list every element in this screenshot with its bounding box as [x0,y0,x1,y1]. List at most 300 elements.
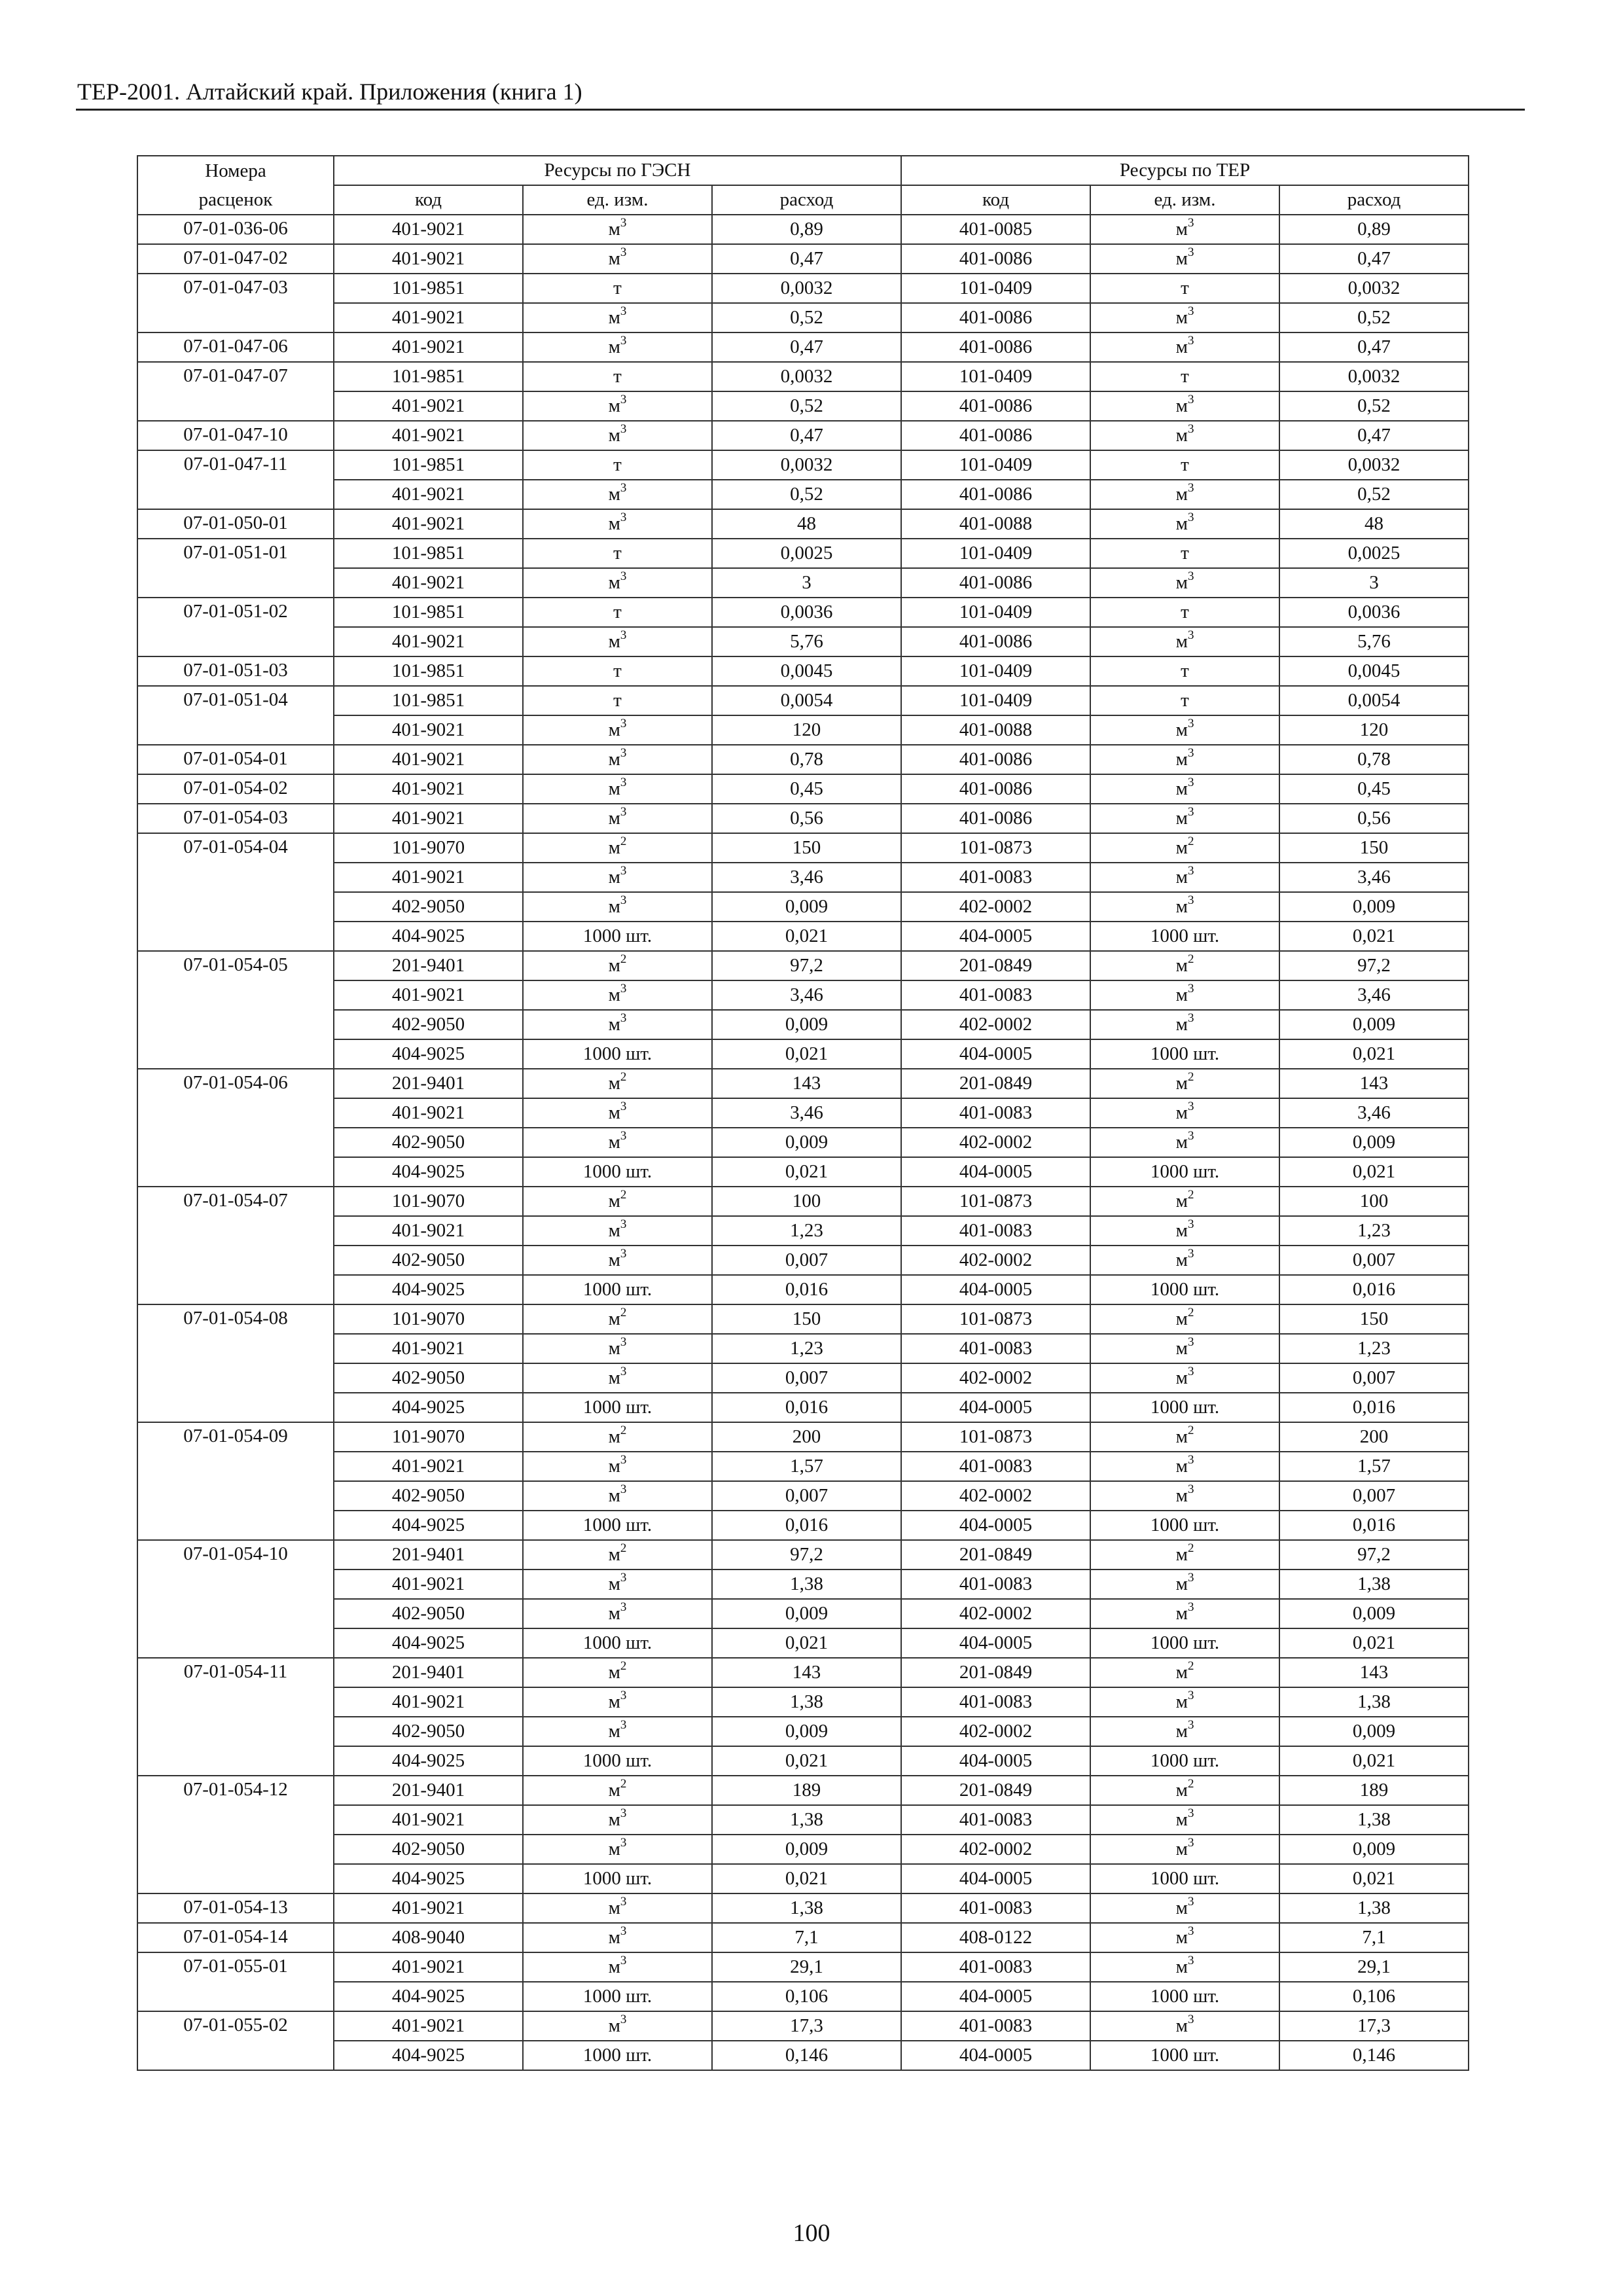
table-header [137,156,1469,215]
gesn-code-cell: 401-9021 [334,421,523,450]
rate-number-cell: 07-01-051-01 [137,539,334,568]
ter-unit-cell: 1000 шт. [1090,922,1279,951]
gesn-amount-cell: 0,47 [712,332,901,362]
table-row [137,1098,1469,1128]
ter-unit-cell: $м^2$ [1090,1658,1279,1687]
gesn-unit-cell: т [523,656,712,686]
ter-unit-cell: 1000 шт. [1090,1275,1279,1304]
ter-amount-cell: 0,47 [1279,244,1469,274]
rate-number-cell-empty [137,1246,334,1275]
ter-amount-cell: 17,3 [1279,2011,1469,2041]
rate-number-cell-empty [137,1363,334,1393]
ter-code-cell: 401-0083 [901,980,1090,1010]
ter-amount-cell: 97,2 [1279,1540,1469,1570]
gesn-unit-cell: т [523,598,712,627]
ter-code-cell: 201-0849 [901,951,1090,980]
rate-number-cell-empty [137,1717,334,1746]
gesn-unit-cell: $м^3$ [523,1334,712,1363]
rate-number-cell-empty [137,1481,334,1511]
ter-code-cell: 401-0083 [901,1952,1090,1982]
ter-code-cell: 401-0083 [901,1216,1090,1246]
ter-unit-cell: $м^2$ [1090,1304,1279,1334]
ter-code-cell: 201-0849 [901,1658,1090,1687]
gesn-amount-cell: 1,38 [712,1570,901,1599]
ter-unit-cell: $м^3$ [1090,568,1279,598]
ter-amount-cell: 0,52 [1279,303,1469,332]
ter-code-cell: 402-0002 [901,1481,1090,1511]
table-row [137,1452,1469,1481]
table-row [137,1334,1469,1363]
gesn-unit-cell: $м^3$ [523,480,712,509]
rate-number-cell: 07-01-054-12 [137,1776,334,1805]
ter-unit-cell: $м^3$ [1090,1010,1279,1039]
rate-number-cell: 07-01-054-04 [137,833,334,863]
gesn-amount-cell: 0,021 [712,1746,901,1776]
gesn-unit-cell: $м^3$ [523,745,712,774]
gesn-unit-cell: $м^3$ [523,980,712,1010]
ter-amount-cell: 143 [1279,1658,1469,1687]
gesn-code-cell: 201-9401 [334,1069,523,1098]
ter-code-cell: 404-0005 [901,1864,1090,1893]
table-row [137,1835,1469,1864]
gesn-amount-cell: 0,009 [712,892,901,922]
gesn-code-cell: 402-9050 [334,1246,523,1275]
gesn-code-cell: 408-9040 [334,1923,523,1952]
ter-code-cell: 101-0873 [901,1187,1090,1216]
ter-code-cell: 404-0005 [901,1982,1090,2011]
ter-amount-cell: 0,007 [1279,1481,1469,1511]
ter-code-cell: 402-0002 [901,892,1090,922]
gesn-amount-cell: 0,0025 [712,539,901,568]
gesn-code-cell: 401-9021 [334,480,523,509]
gesn-unit-cell: 1000 шт. [523,1982,712,2011]
rate-number-cell: 07-01-047-06 [137,332,334,362]
rate-number-cell: 07-01-054-01 [137,745,334,774]
gesn-amount-cell: 0,007 [712,1481,901,1511]
gesn-amount-cell: 100 [712,1187,901,1216]
rate-number-cell-empty [137,1864,334,1893]
gesn-amount-cell: 0,007 [712,1363,901,1393]
gesn-unit-cell: т [523,362,712,391]
ter-code-cell: 401-0083 [901,863,1090,892]
gesn-code-cell: 401-9021 [334,715,523,745]
ter-unit-cell: $м^3$ [1090,804,1279,833]
gesn-amount-cell: 1,23 [712,1216,901,1246]
gesn-unit-cell: $м^3$ [523,1923,712,1952]
gesn-code-cell: 401-9021 [334,568,523,598]
gesn-amount-cell: 1,57 [712,1452,901,1481]
rate-number-cell: 07-01-051-04 [137,686,334,715]
ter-amount-cell: 0,56 [1279,804,1469,833]
rate-number-cell: 07-01-051-03 [137,656,334,686]
gesn-unit-cell: $м^3$ [523,1098,712,1128]
gesn-code-cell: 101-9851 [334,539,523,568]
ter-unit-cell: $м^3$ [1090,480,1279,509]
gesn-amount-cell: 0,0036 [712,598,901,627]
gesn-amount-cell: 0,56 [712,804,901,833]
header-ter-amount: расход [1279,185,1469,215]
rate-number-cell: 07-01-047-07 [137,362,334,391]
gesn-code-cell: 402-9050 [334,1599,523,1628]
gesn-code-cell: 101-9851 [334,598,523,627]
table-row [137,1805,1469,1835]
rate-number-cell-empty [137,1805,334,1835]
table-row [137,2041,1469,2070]
ter-code-cell: 404-0005 [901,922,1090,951]
rate-number-cell-empty [137,391,334,421]
rate-number-cell: 07-01-054-06 [137,1069,334,1098]
gesn-unit-cell: 1000 шт. [523,1275,712,1304]
gesn-unit-cell: $м^3$ [523,1246,712,1275]
ter-amount-cell: 1,57 [1279,1452,1469,1481]
rate-number-cell-empty [137,1275,334,1304]
ter-code-cell: 401-0083 [901,1098,1090,1128]
ter-code-cell: 402-0002 [901,1717,1090,1746]
table-row [137,421,1469,450]
gesn-code-cell: 401-9021 [334,1334,523,1363]
gesn-code-cell: 401-9021 [334,980,523,1010]
ter-amount-cell: 1,23 [1279,1334,1469,1363]
table-row [137,1422,1469,1452]
ter-amount-cell: 0,0032 [1279,450,1469,480]
ter-unit-cell: $м^2$ [1090,1187,1279,1216]
table-row [137,509,1469,539]
ter-amount-cell: 0,78 [1279,745,1469,774]
table-row [137,1687,1469,1717]
gesn-code-cell: 402-9050 [334,1481,523,1511]
rate-number-cell-empty [137,627,334,656]
rate-number-cell-empty [137,863,334,892]
gesn-unit-cell: $м^3$ [523,215,712,244]
ter-code-cell: 402-0002 [901,1128,1090,1157]
ter-amount-cell: 200 [1279,1422,1469,1452]
page-number: 100 [793,2219,830,2247]
ter-unit-cell: $м^3$ [1090,244,1279,274]
header-gesn-amount: расход [712,185,901,215]
gesn-unit-cell: 1000 шт. [523,1157,712,1187]
table-row [137,922,1469,951]
gesn-code-cell: 404-9025 [334,1864,523,1893]
ter-amount-cell: 0,009 [1279,1128,1469,1157]
ter-amount-cell: 0,007 [1279,1363,1469,1393]
gesn-unit-cell: 1000 шт. [523,1393,712,1422]
gesn-amount-cell: 0,021 [712,922,901,951]
gesn-unit-cell: $м^3$ [523,1717,712,1746]
rate-number-cell: 07-01-047-03 [137,274,334,303]
ter-unit-cell: т [1090,274,1279,303]
ter-amount-cell: 0,016 [1279,1511,1469,1540]
ter-amount-cell: 1,38 [1279,1687,1469,1717]
ter-code-cell: 101-0409 [901,450,1090,480]
gesn-amount-cell: 0,009 [712,1010,901,1039]
gesn-unit-cell: т [523,686,712,715]
gesn-amount-cell: 1,38 [712,1687,901,1717]
gesn-amount-cell: 0,52 [712,303,901,332]
rate-number-cell: 07-01-054-08 [137,1304,334,1334]
ter-code-cell: 401-0083 [901,2011,1090,2041]
table-row [137,2011,1469,2041]
gesn-amount-cell: 1,38 [712,1893,901,1923]
ter-amount-cell: 0,45 [1279,774,1469,804]
ter-unit-cell: $м^3$ [1090,1334,1279,1363]
rate-number-cell-empty [137,303,334,332]
gesn-amount-cell: 143 [712,1069,901,1098]
ter-code-cell: 401-0083 [901,1805,1090,1835]
gesn-unit-cell: $м^3$ [523,1687,712,1717]
header-title: ТЕР-2001. Алтайский край. Приложения (книга 1) [77,79,582,105]
gesn-unit-cell: $м^3$ [523,2011,712,2041]
ter-amount-cell: 150 [1279,1304,1469,1334]
rate-number-cell-empty [137,1599,334,1628]
table-row [137,450,1469,480]
ter-amount-cell: 29,1 [1279,1952,1469,1982]
gesn-code-cell: 401-9021 [334,1570,523,1599]
gesn-unit-cell: 1000 шт. [523,1864,712,1893]
table-row [137,1540,1469,1570]
table-row [137,774,1469,804]
rate-number-cell-empty [137,1157,334,1187]
gesn-amount-cell: 29,1 [712,1952,901,1982]
table-row [137,598,1469,627]
table-row [137,1481,1469,1511]
rate-number-cell-empty [137,1835,334,1864]
gesn-unit-cell: $м^3$ [523,303,712,332]
table-row [137,1717,1469,1746]
table-row [137,1628,1469,1658]
gesn-code-cell: 401-9021 [334,1216,523,1246]
ter-unit-cell: $м^3$ [1090,2011,1279,2041]
gesn-code-cell: 101-9070 [334,1187,523,1216]
ter-code-cell: 401-0086 [901,745,1090,774]
ter-unit-cell: $м^3$ [1090,1923,1279,1952]
gesn-amount-cell: 0,106 [712,1982,901,2011]
ter-code-cell: 401-0086 [901,303,1090,332]
gesn-amount-cell: 3,46 [712,1098,901,1128]
ter-amount-cell: 1,38 [1279,1570,1469,1599]
rate-number-cell-empty [137,1128,334,1157]
ter-amount-cell: 0,021 [1279,1864,1469,1893]
gesn-unit-cell: $м^3$ [523,332,712,362]
ter-amount-cell: 3 [1279,568,1469,598]
gesn-unit-cell: $м^2$ [523,833,712,863]
gesn-code-cell: 101-9070 [334,1422,523,1452]
table-row [137,1128,1469,1157]
header-gesn-group: Ресурсы по ГЭСН [334,156,901,185]
table-row [137,745,1469,774]
ter-unit-cell: 1000 шт. [1090,2041,1279,2070]
gesn-amount-cell: 0,47 [712,244,901,274]
table-row [137,362,1469,391]
gesn-code-cell: 401-9021 [334,303,523,332]
ter-amount-cell: 7,1 [1279,1923,1469,1952]
table-row [137,1363,1469,1393]
ter-amount-cell: 0,0036 [1279,598,1469,627]
ter-unit-cell: $м^3$ [1090,892,1279,922]
rate-number-cell-empty [137,922,334,951]
ter-amount-cell: 5,76 [1279,627,1469,656]
ter-code-cell: 402-0002 [901,1835,1090,1864]
ter-code-cell: 408-0122 [901,1923,1090,1952]
gesn-unit-cell: $м^3$ [523,892,712,922]
gesn-unit-cell: $м^3$ [523,715,712,745]
ter-unit-cell: $м^3$ [1090,303,1279,332]
ter-unit-cell: $м^3$ [1090,1599,1279,1628]
header-rates-line1: Номера [137,156,334,185]
table-row [137,1570,1469,1599]
gesn-amount-cell: 143 [712,1658,901,1687]
gesn-unit-cell: $м^3$ [523,1952,712,1982]
ter-unit-cell: $м^2$ [1090,1540,1279,1570]
gesn-unit-cell: $м^2$ [523,1304,712,1334]
rate-number-cell: 07-01-054-14 [137,1923,334,1952]
table-row [137,391,1469,421]
ter-amount-cell: 0,007 [1279,1246,1469,1275]
ter-amount-cell: 0,021 [1279,1039,1469,1069]
gesn-amount-cell: 17,3 [712,2011,901,2041]
table-row [137,480,1469,509]
gesn-amount-cell: 0,89 [712,215,901,244]
gesn-unit-cell: 1000 шт. [523,1039,712,1069]
ter-amount-cell: 3,46 [1279,1098,1469,1128]
gesn-code-cell: 401-9021 [334,2011,523,2041]
table-row [137,1658,1469,1687]
ter-code-cell: 101-0409 [901,656,1090,686]
ter-amount-cell: 0,47 [1279,332,1469,362]
rate-number-cell: 07-01-054-03 [137,804,334,833]
ter-unit-cell: $м^3$ [1090,863,1279,892]
ter-unit-cell: т [1090,686,1279,715]
ter-code-cell: 404-0005 [901,1628,1090,1658]
gesn-unit-cell: $м^3$ [523,1452,712,1481]
rate-number-cell-empty [137,1334,334,1363]
gesn-code-cell: 401-9021 [334,1893,523,1923]
gesn-unit-cell: $м^2$ [523,1776,712,1805]
gesn-amount-cell: 7,1 [712,1923,901,1952]
ter-unit-cell: $м^3$ [1090,1481,1279,1511]
gesn-unit-cell: $м^3$ [523,1893,712,1923]
table-row [137,863,1469,892]
gesn-code-cell: 401-9021 [334,332,523,362]
ter-unit-cell: т [1090,362,1279,391]
gesn-unit-cell: $м^3$ [523,509,712,539]
gesn-amount-cell: 3,46 [712,863,901,892]
table-row [137,892,1469,922]
gesn-code-cell: 401-9021 [334,1452,523,1481]
gesn-unit-cell: 1000 шт. [523,1746,712,1776]
rate-number-cell-empty [137,568,334,598]
gesn-amount-cell: 0,146 [712,2041,901,2070]
gesn-amount-cell: 0,009 [712,1128,901,1157]
gesn-unit-cell: $м^3$ [523,1010,712,1039]
gesn-amount-cell: 200 [712,1422,901,1452]
gesn-code-cell: 401-9021 [334,509,523,539]
gesn-code-cell: 404-9025 [334,1511,523,1540]
ter-code-cell: 404-0005 [901,1393,1090,1422]
rate-number-cell: 07-01-054-09 [137,1422,334,1452]
gesn-unit-cell: $м^2$ [523,951,712,980]
table-row [137,1746,1469,1776]
gesn-amount-cell: 0,0054 [712,686,901,715]
rate-number-cell-empty [137,1393,334,1422]
ter-code-cell: 101-0409 [901,686,1090,715]
ter-amount-cell: 0,009 [1279,1835,1469,1864]
gesn-code-cell: 101-9070 [334,833,523,863]
gesn-code-cell: 404-9025 [334,1982,523,2011]
table-row [137,539,1469,568]
ter-unit-cell: $м^3$ [1090,745,1279,774]
gesn-code-cell: 402-9050 [334,1717,523,1746]
ter-amount-cell: 143 [1279,1069,1469,1098]
rate-number-cell-empty [137,980,334,1010]
ter-unit-cell: 1000 шт. [1090,1982,1279,2011]
ter-code-cell: 404-0005 [901,1157,1090,1187]
rate-number-cell: 07-01-050-01 [137,509,334,539]
gesn-amount-cell: 0,016 [712,1393,901,1422]
rate-number-cell: 07-01-054-07 [137,1187,334,1216]
ter-code-cell: 404-0005 [901,2041,1090,2070]
gesn-code-cell: 401-9021 [334,215,523,244]
ter-amount-cell: 3,46 [1279,863,1469,892]
ter-code-cell: 401-0086 [901,244,1090,274]
gesn-code-cell: 401-9021 [334,863,523,892]
ter-amount-cell: 0,021 [1279,1628,1469,1658]
ter-code-cell: 401-0083 [901,1334,1090,1363]
gesn-code-cell: 402-9050 [334,1010,523,1039]
ter-unit-cell: $м^3$ [1090,332,1279,362]
header-ter-group: Ресурсы по ТЕР [901,156,1469,185]
gesn-amount-cell: 0,009 [712,1717,901,1746]
gesn-code-cell: 404-9025 [334,1628,523,1658]
gesn-code-cell: 401-9021 [334,745,523,774]
table-row [137,1157,1469,1187]
ter-unit-cell: $м^3$ [1090,1570,1279,1599]
gesn-code-cell: 401-9021 [334,1098,523,1128]
table-row [137,833,1469,863]
rate-number-cell-empty [137,892,334,922]
ter-amount-cell: 3,46 [1279,980,1469,1010]
header-ter-code: код [901,185,1090,215]
rate-number-cell-empty [137,1452,334,1481]
ter-amount-cell: 0,009 [1279,1599,1469,1628]
ter-code-cell: 404-0005 [901,1275,1090,1304]
table-row [137,627,1469,656]
ter-amount-cell: 0,0054 [1279,686,1469,715]
ter-code-cell: 101-0873 [901,1304,1090,1334]
gesn-unit-cell: т [523,539,712,568]
ter-code-cell: 101-0873 [901,1422,1090,1452]
gesn-amount-cell: 0,021 [712,1628,901,1658]
gesn-amount-cell: 3 [712,568,901,598]
gesn-amount-cell: 5,76 [712,627,901,656]
ter-code-cell: 401-0088 [901,509,1090,539]
ter-amount-cell: 0,0045 [1279,656,1469,686]
rate-number-cell-empty [137,1628,334,1658]
ter-code-cell: 401-0086 [901,332,1090,362]
rate-number-cell-empty [137,1010,334,1039]
rate-number-cell-empty [137,1216,334,1246]
ter-unit-cell: $м^3$ [1090,1452,1279,1481]
rate-number-cell: 07-01-055-02 [137,2011,334,2041]
ter-amount-cell: 0,146 [1279,2041,1469,2070]
ter-code-cell: 101-0409 [901,274,1090,303]
table-row [137,568,1469,598]
gesn-amount-cell: 1,23 [712,1334,901,1363]
ter-amount-cell: 100 [1279,1187,1469,1216]
gesn-unit-cell: 1000 шт. [523,2041,712,2070]
ter-unit-cell: $м^2$ [1090,833,1279,863]
gesn-code-cell: 404-9025 [334,1157,523,1187]
ter-code-cell: 401-0083 [901,1893,1090,1923]
